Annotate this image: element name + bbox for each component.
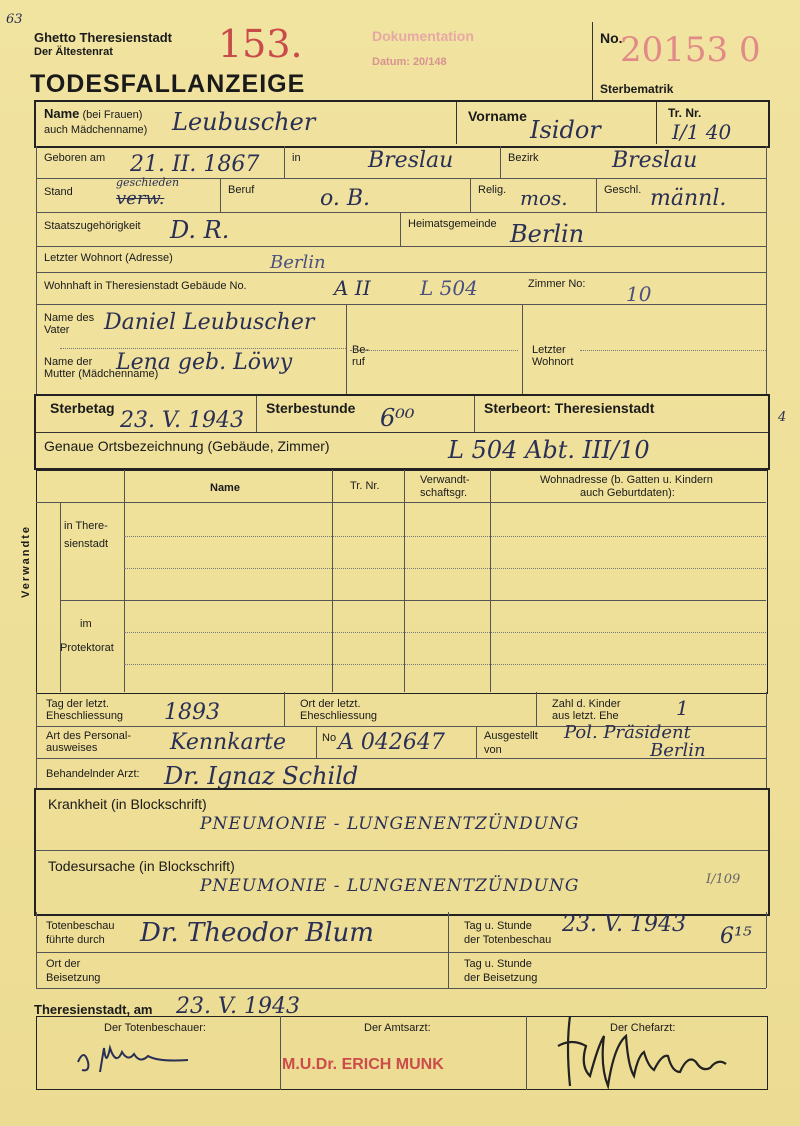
place-label: Theresienstadt, am xyxy=(34,1002,153,1017)
ausweis-label-2: ausweises xyxy=(46,742,98,754)
ausgestellt-value-2: Berlin xyxy=(650,740,706,761)
vater-label-2: Vater xyxy=(44,324,70,336)
ehe-tag-value: 1893 xyxy=(164,700,220,725)
stand-label: Stand xyxy=(44,186,73,198)
ghetto-title: Ghetto Theresienstadt xyxy=(34,30,172,45)
geboren-label: Geboren am xyxy=(44,152,106,164)
beschau-tag-label-2: der Totenbeschau xyxy=(464,934,552,946)
col-wohn-2: auch Geburtdaten): xyxy=(580,487,675,499)
amtsarzt-stamp: M.U.Dr. ERICH MUNK xyxy=(282,1056,444,1073)
ausgestellt-label: Ausgestellt xyxy=(484,730,538,742)
ausgestellt-value: Pol. Präsident xyxy=(564,722,691,743)
kinder-label: Zahl d. Kinder xyxy=(552,698,621,710)
vorname-value: Isidor xyxy=(530,116,601,144)
sterbeort-label: Sterbeort: Theresienstadt xyxy=(484,400,655,416)
toten-label-2: führte durch xyxy=(46,934,105,946)
place-date: 23. V. 1943 xyxy=(176,994,300,1019)
staats-value: D. R. xyxy=(170,216,230,244)
staats-label: Staatszugehörigkeit xyxy=(44,220,141,232)
in-there-label: in There- xyxy=(64,520,108,532)
beisetzung-tag-label: Tag u. Stunde xyxy=(464,958,532,970)
relig-label: Relig. xyxy=(478,184,507,196)
beschau-tag-value: 23. V. 1943 xyxy=(562,912,686,937)
no-label: No. xyxy=(600,30,623,46)
sterbetag-label: Sterbetag xyxy=(50,400,115,416)
relatives-side-label: Verwandte xyxy=(20,524,32,598)
col-verwandt: Verwandt- xyxy=(420,474,470,486)
chefarzt-label: Der Chefarzt: xyxy=(610,1022,676,1034)
ausweis-label: Art des Personal- xyxy=(46,730,131,742)
ehe-tag-label-2: Eheschliessung xyxy=(46,710,124,722)
beruf2-label-2: ruf xyxy=(352,356,365,368)
ausweis-value: Kennkarte xyxy=(170,730,287,755)
ausweis-no-value: A 042647 xyxy=(338,730,445,755)
wohnort2-label: Wohnort xyxy=(532,356,574,368)
ehe-ort-label: Ort der letzt. xyxy=(300,698,361,710)
vater-value: Daniel Leubuscher xyxy=(104,310,315,335)
faded-stamp: Dokumentation xyxy=(372,28,474,44)
sterbetag-value: 23. V. 1943 xyxy=(120,408,244,433)
beschauer-label: Der Totenbeschauer: xyxy=(104,1022,206,1034)
mutter-value: Lena geb. Löwy xyxy=(116,350,293,375)
sterbematrik-label: Sterbematrik xyxy=(600,82,674,96)
relatives-table xyxy=(36,470,768,694)
stand-value: verw. xyxy=(116,188,165,209)
beruf2-label: Be- xyxy=(352,344,370,356)
beisetzung-ort-label: Ort der xyxy=(46,958,81,970)
amtsarzt-label: Der Amtsarzt: xyxy=(364,1022,431,1034)
kinder-label-2: aus letzt. Ehe xyxy=(552,710,619,722)
beschau-tag-label: Tag u. Stunde xyxy=(464,920,532,932)
ortsbez-label: Genaue Ortsbezeichnung (Gebäude, Zimmer) xyxy=(44,438,330,454)
geschl-value: männl. xyxy=(650,186,727,211)
heimat-value: Berlin xyxy=(510,220,585,248)
heimat-label: Heimatsgemeinde xyxy=(408,218,497,230)
beisetzung-tag-label-2: der Beisetzung xyxy=(464,972,538,984)
page-title: TODESFALLANZEIGE xyxy=(30,70,306,98)
bezirk-value: Breslau xyxy=(612,148,698,173)
krankheit-value: PNEUMONIE - LUNGENENTZÜNDUNG xyxy=(200,814,580,834)
zimmer-label: Zimmer No: xyxy=(528,278,586,290)
name-value: Leubuscher xyxy=(172,108,316,136)
council-title: Der Ältestenrat xyxy=(34,46,113,58)
ursache-label: Todesursache (in Blockschrift) xyxy=(48,858,235,874)
beruf-label: Beruf xyxy=(228,184,255,196)
name-label: Name xyxy=(44,106,80,121)
arzt-label: Behandelnder Arzt: xyxy=(46,768,140,780)
name-label-2: auch Mädchenname) xyxy=(44,124,148,136)
relig-value: mos. xyxy=(520,186,568,210)
ursache-value: PNEUMONIE - LUNGENENTZÜNDUNG xyxy=(200,876,580,896)
wohnort-label: Letzter Wohnort (Adresse) xyxy=(44,252,173,264)
chefarzt-signature xyxy=(540,1006,760,1092)
sterbestunde-value: 6⁰⁰ xyxy=(380,404,415,432)
in-there-label-2: sienstadt xyxy=(64,538,109,550)
trnr-label: Tr. Nr. xyxy=(668,106,702,120)
col-wohn: Wohnadresse (b. Gatten u. Kindern xyxy=(540,474,713,486)
arzt-value: Dr. Ignaz Schild xyxy=(164,762,359,790)
ausgestellt-label-2: von xyxy=(484,744,502,756)
ausweis-no-label: No xyxy=(322,732,337,744)
im-label: im xyxy=(80,618,92,630)
vorname-label: Vorname xyxy=(468,108,527,124)
death-notice-document: 63 4 Ghetto Theresienstadt Der Ältestenrat TODESFALLANZEIGE 153. Dokumentation Datum: 20/148 No. 20153 0 Sterbematrik Name (bei Frauen) auch Mädchenname) Leubuscher Vorname Isidor Tr. Nr. I/1 40 Geboren am 21. II. 1867 in Breslau Bezirk Breslau Stand geschieden verw. Beruf o. B. Relig. mos. Geschl. männl. Staatszugehörigkeit D. R. Heimatsgemeinde Berlin Letzter Wohnort (Adresse) Berlin Wohnhaft in Theresienstadt Gebäude No. A II L 504 Zimmer No: 10 Name des Vater Daniel Leubuscher Name der Mutter (Mädchenname) Lena geb. Löwy Be- ruf Letzter Wohnort Sterbetag 23. V. 1943 Sterbestunde 6⁰⁰ Sterbeort: Theresienstadt Genaue Ortsbezeichnung (Gebäude, Zimmer) L 504 Abt. III/10 Name Tr. Nr. Verwandt- schaftsgr. Wohnadresse (b. Gatten u. Kindern auch Geburtdaten): Verwandte in There- sienstadt im Protektorat Tag der letzt. Eheschliessung 1893 Ort der letzt. Eheschliessung Zahl d. Kinder aus letzt. Ehe 1 Art des Personal- ausweises Kennkarte No A 042647 Ausgestellt von Pol. Präsident Berlin Behandelnder Arzt: Dr. Ignaz Schild Krankheit (in Blockschrift) PNEUMONIE - LUNGENENTZÜNDUNG Todesursache (in Blockschrift) PNEUMONIE - LUNGENENTZÜNDUNG I/109 Totenbeschau führte durch Dr. Theodor Blum Tag u. Stunde der Totenbeschau 23. V. 1943 6¹⁵ Ort der Beisetzung Tag u. Stunde der Beisetzung Theresienstadt, am 23. V. 1943 Der Totenbeschauer: Der Amtsarzt: Der Chefarzt: M.U.Dr. ERICH MUNK xyxy=(0,0,800,1126)
vater-label: Name des xyxy=(44,312,95,324)
beisetzung-ort-label-2: Beisetzung xyxy=(46,972,101,984)
wohnort-value: Berlin xyxy=(270,252,326,273)
col-verwandt-2: schaftsgr. xyxy=(420,487,468,499)
protektorat-label: Protektorat xyxy=(60,642,114,654)
ehe-tag-label: Tag der letzt. xyxy=(46,698,109,710)
geboren-value: 21. II. 1867 xyxy=(130,152,260,177)
ortsbez-value: L 504 Abt. III/10 xyxy=(448,436,650,464)
col-trnr: Tr. Nr. xyxy=(350,480,380,492)
mutter-label: Name der xyxy=(44,356,93,368)
wohnhaft-label: Wohnhaft in Theresienstadt Gebäude No. xyxy=(44,280,247,292)
stand-correction: geschieden xyxy=(116,176,180,189)
col-name: Name xyxy=(210,482,240,494)
beruf-value: o. B. xyxy=(320,186,371,211)
krankheit-label: Krankheit (in Blockschrift) xyxy=(48,796,207,812)
in-label: in xyxy=(292,152,301,164)
document-number: 20153 0 xyxy=(620,30,761,70)
illness-code: I/109 xyxy=(706,872,741,887)
sterbestunde-label: Sterbestunde xyxy=(266,400,356,416)
wohnhaft-building: A II xyxy=(334,276,371,300)
margin-mark: 4 xyxy=(778,410,787,425)
handwritten-number: 153. xyxy=(218,22,303,66)
trnr-value: I/1 40 xyxy=(672,120,732,144)
letzter-label: Letzter xyxy=(532,344,566,356)
kinder-value: 1 xyxy=(676,696,689,720)
toten-label: Totenbeschau xyxy=(46,920,115,932)
wohnhaft-house: L 504 xyxy=(420,276,478,300)
bezirk-label: Bezirk xyxy=(508,152,539,164)
toten-value: Dr. Theodor Blum xyxy=(140,918,374,948)
birthplace-value: Breslau xyxy=(368,148,454,173)
stamp-datum: Datum: 20/148 xyxy=(372,56,447,68)
beschau-time-value: 6¹⁵ xyxy=(720,924,752,949)
ehe-ort-label-2: Eheschliessung xyxy=(300,710,378,722)
zimmer-value: 10 xyxy=(626,282,652,306)
margin-number: 63 xyxy=(6,12,23,27)
beschauer-signature xyxy=(70,1042,210,1082)
geschl-label: Geschl. xyxy=(604,184,642,196)
mutter-label-2: Mutter (Mädchenname) xyxy=(44,368,159,380)
